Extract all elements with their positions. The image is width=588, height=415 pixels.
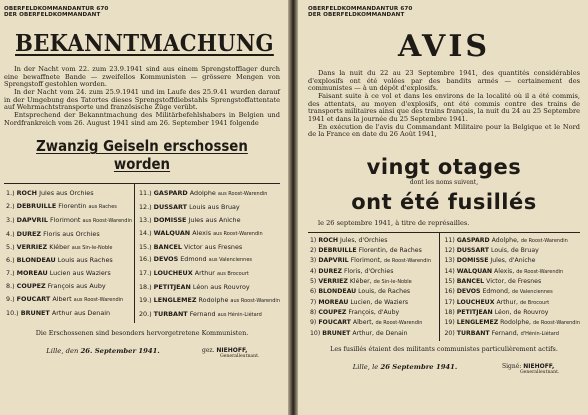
hostage-surname: COUPEZ [318,308,347,316]
french-signature-row [308,363,580,375]
french-hostage-column-right [439,233,580,341]
hostage-given: Edmond, [482,288,510,296]
hostage-given: Jules, [490,257,507,265]
french-paragraph-1: Dans la nuit du 22 au 23 Septembre 1941, des quantités considérables d'explosifs ont été volées par des bandits armés — certainement des communistes — à un dépôt d'explosifs. [308,68,580,93]
hostage-given: Rodolphe [198,295,229,304]
hostage-given: Léon [192,283,209,292]
french-poster [298,0,588,415]
hostage-surname: PETITJEAN [153,283,191,292]
hostage-row [139,241,280,254]
hostage-place: de Brocourt [519,299,550,306]
hostage-num: 18) [444,308,455,316]
hostage-num: 8.) [6,282,15,291]
hostage-place: aus Roost-Warendin [73,296,124,303]
hostage-place: aus Bruay [207,203,240,212]
hostage-num: 6) [310,288,317,296]
hostage-place: de Raches [378,288,411,296]
hostage-place: aus Orchies [56,189,94,198]
french-header: OBERFELDKOMMANDANTUR 670 DER OBERFELDKOMMANDANT [308,6,413,19]
hostage-num: 19) [444,319,455,327]
hostage-row [139,281,280,294]
hostage-surname: VERRIEZ [318,278,348,286]
hostage-row [139,187,280,201]
hostage-num: 8) [310,308,317,316]
hostage-row [310,287,439,297]
hostage-given: Lucien, [350,298,373,306]
hostage-surname: DAPVRIL [16,216,48,225]
french-signature: Signé: NIEHOFF, Generalleutnant. [502,362,560,375]
hostage-surname: LOUCHEUX [153,269,193,278]
hostage-place: aus Roost-Warendin [217,191,268,198]
hostage-surname: GASPARD [153,189,188,198]
hostage-row [444,236,580,246]
hostage-place: aus Roost-Warendin [213,230,263,237]
hostage-surname: LENGLEMEZ [456,319,499,327]
hostage-num: 3) [310,257,317,265]
hostage-surname: MOREAU [318,298,349,306]
hostage-surname: WALQUAN [456,267,493,275]
hostage-num: 4) [310,267,317,275]
hostage-num: 17.) [138,269,152,278]
hostage-num: 4.) [6,229,15,238]
hostage-given: Jules, [340,236,357,244]
hostage-given: Louis [189,203,206,212]
hostage-row [444,318,580,328]
german-place-date: Lille, den 26. September 1941. [46,347,160,356]
hostage-row [444,298,580,308]
hostage-num: 5.) [6,242,15,251]
hostage-place: de Valenciennes [511,289,553,296]
hostage-place: d'Auby [377,308,400,316]
hostage-num: 11) [444,236,455,244]
hostage-row [6,254,134,267]
hostage-num: 7.) [6,269,15,278]
hostage-given: François, [348,308,376,316]
french-paragraph-3: En exécution de l'avis du Commandant Militaire pour la Belgique et le Nord de la France en date du 26 Août 1941, [308,122,580,139]
hostage-given: Floris, [343,267,363,275]
hostage-row [310,267,439,277]
hostage-row [139,308,280,322]
hostage-row [6,200,134,214]
hostage-num: 17) [444,298,455,306]
hostage-num: 5) [310,278,317,286]
hostage-surname: PETITJEAN [456,308,493,316]
german-hostage-list [4,183,280,323]
french-place-date: Lille, le 26 Septembre 1941. [352,362,458,371]
hostage-surname: TURBANT [456,329,490,337]
hostage-row [139,201,280,214]
hostage-given: Floris [43,229,61,238]
hostage-place: aus Rouvroy [210,283,250,292]
hostage-num: 3.) [6,216,15,225]
hostage-given: Jules [188,216,204,225]
hostage-row [444,277,580,287]
hostage-row [6,228,134,241]
hostage-row [6,267,134,280]
hostage-place: de Sin-le-Noble [373,279,412,286]
hostage-given: Alexis [192,228,212,237]
hostage-place: de Fresnes [508,278,542,286]
hostage-row [139,294,280,308]
hostage-surname: DOMISSE [153,216,187,225]
hostage-surname: BRUNET [322,329,351,337]
hostage-row [444,256,580,266]
hostage-row [310,308,439,318]
poster-divider [288,0,298,415]
french-after-text: le 26 septembre 1941, à titre de représailles. [318,219,470,228]
hostage-place: aus Sin-le-Noble [71,244,113,251]
hostage-place: de Roost-Warendin [533,320,580,327]
hostage-place: de Waziers [374,298,409,306]
hostage-surname: DEBRUILLE [16,202,57,211]
hostage-given: Florentin [58,202,87,211]
german-paragraph-3: Entsprechend der Bekanntmachung des Militärbefehlshabers in Belgien und Nordfrankreich vom 26. August 1941 sind am 26. September 1941 folgende [4,111,280,127]
german-paragraph-1: In der Nacht vom 22. zum 23.9.1941 sind aus einem Sprengstofflager durch eine bewaffnete Bande — zweifellos Kommunisten — grössere Mengen von Sprengstoff gestohlen worden. [4,64,280,89]
hostage-row [6,307,134,320]
hostage-given: Adolphe [189,189,216,198]
hostage-surname: TURBANT [153,309,188,318]
french-paragraph-2: Faisant suite à ce vol et dans les environs de la localité où il a été commis, des attentats, au moyen d'explosifs, ont été commis contre des trains de transports militaires ainsi que des trains français, la nuit du 24 au 25 Septembre 1941 et dans la journée du 25 Septembre 1941. [308,91,580,124]
hostage-surname: BLONDEAU [318,288,357,296]
hostage-num: 15) [444,278,455,286]
french-headline-1: vingt otages [366,155,522,180]
hostage-surname: DOMISSE [456,257,489,265]
hostage-surname: DUREZ [318,267,342,275]
hostage-num: 6.) [6,256,15,265]
hostage-place: aus Waziers [72,269,111,278]
hostage-num: 9.) [6,294,15,303]
hostage-row [444,329,580,339]
hostage-place: de Roost-Warendin [520,237,568,244]
hostage-place: aus Aniche [205,216,241,225]
german-note: Die Erschossenen sind besonders hervorgetretene Kommunisten. [35,329,249,338]
hostage-given: Léon, [494,308,512,316]
hostage-surname: ROCH [318,236,339,244]
german-header: OBERFELDKOMMANDANTUR 670 DER OBERFELDKOMMANDANT [4,6,109,19]
hostage-place: de Roost-Warendin [516,268,564,275]
hostage-surname: WALQUAN [153,228,191,237]
hostage-given: Florimont, [350,257,383,265]
hostage-row [139,227,280,241]
hostage-num: 1) [310,236,317,244]
hostage-given: Fernand [189,309,216,318]
hostage-row [139,267,280,281]
hostage-given: Arthur [51,308,73,317]
hostage-given: François [47,282,75,291]
hostage-num: 16) [444,288,455,296]
hostage-row [310,256,439,266]
hostage-place: aus Roost-Warendin [230,297,280,304]
french-subline: dont les noms suivent, [409,179,479,187]
hostage-given: Arthur [194,269,215,278]
hostage-row [444,287,580,297]
hostage-given: Alexis, [494,267,515,275]
hostage-num: 11.) [138,189,152,198]
hostage-place: aus Roost-Warendin [82,218,133,225]
hostage-row [139,214,280,227]
hostage-surname: DAPVRIL [318,257,349,265]
hostage-row [444,267,580,277]
german-poster [0,0,288,415]
french-hostage-column-left [308,233,439,341]
hostage-given: Victor [184,242,203,251]
hostage-place: d'Hénin-Liétard [520,330,559,337]
german-signature: gez. NIEHOFF, Generalleutnant. [202,347,260,360]
german-paragraph-2: In der Nacht vom 24. zum 25.9.1941 und im Laufe des 25.9.41 wurden darauf in der Umgebung des Tatortes dieses Sprengstoffdiebstahls Sprengstoffattentate auf Wehrmachtstransporte und französische Züge verübt. [4,87,280,112]
hostage-given: Fernand, [491,329,519,337]
hostage-row [444,308,580,318]
hostage-row [310,329,439,339]
hostage-num: 9) [310,319,317,327]
hostage-surname: DEVOS [456,288,481,296]
hostage-given: Adolphe, [491,236,519,244]
hostage-row [6,241,134,255]
hostage-row [6,187,134,200]
hostage-num: 14.) [138,228,152,237]
hostage-given: Arthur, [496,298,518,306]
hostage-num: 19.) [138,295,152,304]
hostage-num: 10) [310,329,321,337]
hostage-surname: LENGLEMEZ [153,295,197,304]
hostage-num: 15.) [138,242,152,251]
hostage-place: d'Orchies [358,236,388,244]
hostage-place: d'Aniche [508,257,536,265]
hostage-surname: ROCH [16,189,38,198]
hostage-row [310,236,439,246]
hostage-given: Kléber, [349,278,372,286]
hostage-place: aus Denain [74,308,111,317]
hostage-place: aus Hénin-Liétard [217,311,262,318]
hostage-num: 2) [310,247,317,255]
hostage-place: aus Raches [76,256,113,265]
hostage-surname: FOUCART [318,319,351,327]
german-signature-row [4,347,280,359]
hostage-place: de Raches [389,247,422,255]
hostage-place: de Bruay [510,247,539,255]
hostage-surname: MOREAU [16,269,48,278]
german-hostage-column-left [4,184,134,323]
hostage-row [310,246,439,256]
hostage-num: 14) [444,267,455,275]
hostage-given: Edmond [180,255,207,264]
hostage-given: Florentin, [358,247,388,255]
hostage-num: 7) [310,298,317,306]
german-headline: Zwanzig Geiseln erschossen worden [36,137,248,174]
hostage-given: Louis [57,256,75,265]
hostage-row [139,253,280,267]
hostage-given: Louis, [358,288,377,296]
hostage-surname: VERRIEZ [16,242,48,251]
hostage-given: Jules [39,189,55,198]
hostage-num: 13) [444,257,455,265]
hostage-surname: DEVOS [153,255,179,264]
hostage-row [310,318,439,328]
german-hostage-column-right [134,184,280,323]
hostage-row [6,214,134,228]
hostage-given: Lucien [49,269,71,278]
hostage-surname: FOUCART [16,294,51,303]
hostage-surname: BANCEL [456,278,485,286]
hostage-row [6,293,134,307]
french-hostage-list [308,232,580,341]
hostage-place: de Rouvroy [513,308,549,316]
hostage-place: de Roost-Warendin [375,320,423,327]
hostage-num: 2.) [6,202,15,211]
hostage-num: 12.) [138,203,152,212]
hostage-given: Rodolphe, [500,319,532,327]
hostage-surname: BRUNET [20,308,50,317]
hostage-given: Victor, [486,278,507,286]
hostage-num: 13.) [138,216,152,225]
hostage-place: aus Valenciennes [208,257,253,264]
hostage-num: 20) [444,329,455,337]
hostage-row [310,298,439,308]
hostage-surname: DUSSART [456,247,490,255]
hostage-place: aus Auby [76,282,106,291]
hostage-row [6,280,134,293]
hostage-num: 1.) [6,189,15,198]
hostage-surname: DUSSART [153,203,188,212]
hostage-num: 20.) [138,309,152,318]
hostage-row [444,246,580,256]
hostage-num: 18.) [138,283,152,292]
french-headline-2: ont été fusillés [351,190,537,215]
hostage-given: Kléber [49,242,70,251]
hostage-surname: LOUCHEUX [456,298,495,306]
hostage-place: d'Orchies [364,267,394,275]
hostage-place: aus Orchies [62,229,100,238]
hostage-place: aus Brocourt [216,271,249,278]
french-title: AVIS [397,28,491,64]
hostage-row [310,277,439,287]
german-title: BEKANNTMACHUNG [15,29,274,57]
hostage-given: Albert [52,294,72,303]
hostage-num: 16.) [138,255,152,264]
hostage-given: Florimont [49,216,81,225]
hostage-given: Albert, [352,319,374,327]
hostage-num: 12) [444,247,455,255]
hostage-surname: DEBRUILLE [318,247,357,255]
hostage-place: de Denain [375,329,408,337]
hostage-surname: BANCEL [153,242,182,251]
hostage-num: 10.) [6,308,19,317]
hostage-surname: BLONDEAU [16,256,56,265]
hostage-place: aus Raches [88,204,117,211]
hostage-place: aus Fresnes [204,242,243,251]
hostage-surname: COUPEZ [16,282,46,291]
hostage-given: Louis, [490,247,509,255]
french-note: Les fusillés étaient des militants communistes particulièrement actifs. [330,344,558,353]
hostage-surname: GASPARD [456,236,490,244]
hostage-surname: DUREZ [16,229,42,238]
hostage-given: Arthur, [352,329,374,337]
hostage-place: de Roost-Warendin [384,258,431,265]
